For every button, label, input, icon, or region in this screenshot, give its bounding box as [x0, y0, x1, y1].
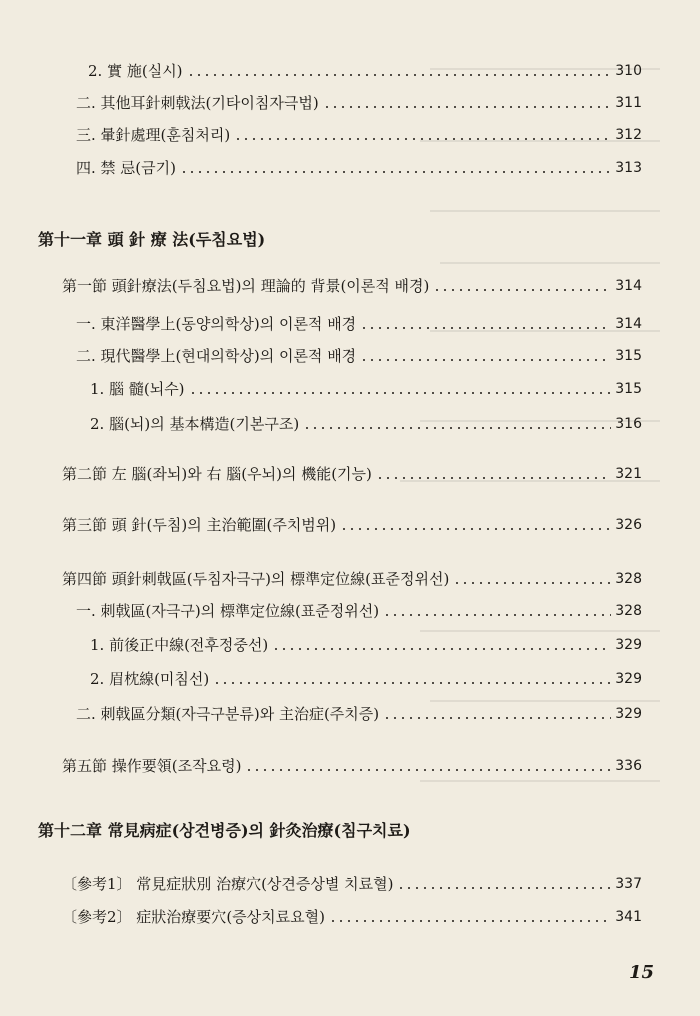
leader-dots [234, 138, 611, 140]
toc-entry-label: 一. 東洋醫學上(동양의학상)의 이론적 배경 [76, 315, 357, 333]
toc-entry-page: 341 [615, 909, 642, 925]
toc-entry[interactable] [88, 58, 642, 84]
leader-dots [272, 648, 611, 650]
toc-entry[interactable] [76, 155, 642, 181]
toc-entry[interactable] [76, 598, 642, 624]
toc-entry[interactable] [62, 273, 642, 299]
toc-entry-page: 314 [615, 316, 642, 332]
toc-entry-page: 326 [615, 517, 642, 533]
toc-entry-label: 第一節 頭針療法(두침요법)의 理論的 背景(이론적 배경) [62, 277, 430, 295]
toc-entry-label: 二. 現代醫學上(현대의학상)의 이론적 배경 [76, 347, 357, 365]
page-number: 15 [628, 962, 654, 983]
toc-entry-label: 第二節 左 腦(좌뇌)와 右 腦(우뇌)의 機能(기능) [62, 465, 372, 483]
toc-entry-label: 2. 眉枕線(미침선) [90, 670, 210, 688]
leader-dots [245, 769, 611, 771]
toc-entry-page: 315 [615, 381, 642, 397]
leader-dots [433, 289, 611, 291]
leader-dots [187, 74, 612, 76]
toc-entry[interactable] [62, 512, 642, 538]
leader-dots [213, 682, 611, 684]
toc-entry-page: 329 [615, 671, 642, 687]
toc-entry-label: 第三節 頭 針(두침)의 主治範圍(주치범위) [62, 516, 337, 534]
toc-entry-page: 328 [615, 571, 642, 587]
toc-entry[interactable] [90, 376, 642, 402]
leader-dots [189, 392, 612, 394]
toc-entry-page: 329 [615, 706, 642, 722]
toc-entry[interactable] [76, 311, 642, 337]
toc-entry-label: 第四節 頭針刺戟區(두침자극구)의 標準定位線(표준정위선) [62, 570, 450, 588]
chapter-heading[interactable]: 第十一章 頭 針 療 法(두침요법) [38, 230, 266, 249]
toc-entry[interactable] [62, 566, 642, 592]
toc-entry-label: 四. 禁 忌(금기) [76, 159, 176, 177]
toc-entry[interactable] [76, 701, 642, 727]
toc-entry-label: 1. 前後正中線(전후정중선) [90, 636, 269, 654]
leader-dots [383, 717, 611, 719]
leader-dots [360, 359, 611, 361]
toc-entry[interactable] [62, 461, 642, 487]
leader-dots [360, 327, 611, 329]
toc-entry-label: 2. 腦(뇌)의 基本構造(기본구조) [90, 415, 300, 433]
leader-dots [340, 528, 611, 530]
leader-dots [329, 920, 611, 922]
leader-dots [397, 887, 611, 889]
toc-entry[interactable] [76, 90, 642, 116]
toc-entry[interactable] [90, 666, 642, 692]
leader-dots [303, 427, 611, 429]
toc-entry-label: 一. 刺戟區(자극구)의 標準定位線(표준정위선) [76, 602, 380, 620]
toc-entry-page: 337 [615, 876, 642, 892]
toc-entry[interactable] [76, 343, 642, 369]
toc-entry-label: 二. 其他耳針刺戟法(기타이침자극법) [76, 94, 319, 112]
toc-entry-label: 〔參考2〕 症狀治療要穴(증상치료요혈) [62, 908, 325, 926]
leader-dots [383, 614, 611, 616]
toc-entry-page: 316 [615, 416, 642, 432]
leader-dots [323, 106, 612, 108]
chapter-heading[interactable]: 第十二章 常見病症(상견병증)의 針灸治療(침구치료) [38, 821, 411, 840]
toc-entry-label: 1. 腦 髓(뇌수) [90, 380, 185, 398]
toc-entry-page: 313 [615, 160, 642, 176]
leader-dots [376, 477, 611, 479]
leader-dots [180, 171, 611, 173]
toc-entry-page: 311 [615, 95, 642, 111]
leader-dots [453, 582, 611, 584]
toc-entry[interactable] [76, 122, 642, 148]
toc-entry-page: 329 [615, 637, 642, 653]
toc-entry[interactable] [62, 753, 642, 779]
toc-entry-label: 2. 實 施(실시) [88, 62, 183, 80]
toc-entry[interactable] [62, 871, 642, 897]
toc-entry-page: 315 [615, 348, 642, 364]
toc-entry-label: 〔參考1〕 常見症狀別 治療穴(상견증상별 치료혈) [62, 875, 394, 893]
toc-entry-page: 321 [615, 466, 642, 482]
toc-entry[interactable] [90, 632, 642, 658]
toc-entry-label: 三. 暈針處理(훈침처리) [76, 126, 231, 144]
toc-entry-label: 第五節 操作要領(조작요령) [62, 757, 242, 775]
toc-entry-page: 336 [615, 758, 642, 774]
toc-entry-page: 314 [615, 278, 642, 294]
toc-entry[interactable] [62, 904, 642, 930]
toc-entry-page: 328 [615, 603, 642, 619]
toc-entry[interactable] [90, 411, 642, 437]
toc-entry-page: 312 [615, 127, 642, 143]
toc-entry-page: 310 [615, 63, 642, 79]
toc-entry-label: 二. 刺戟區分類(자극구분류)와 主治症(주치증) [76, 705, 380, 723]
